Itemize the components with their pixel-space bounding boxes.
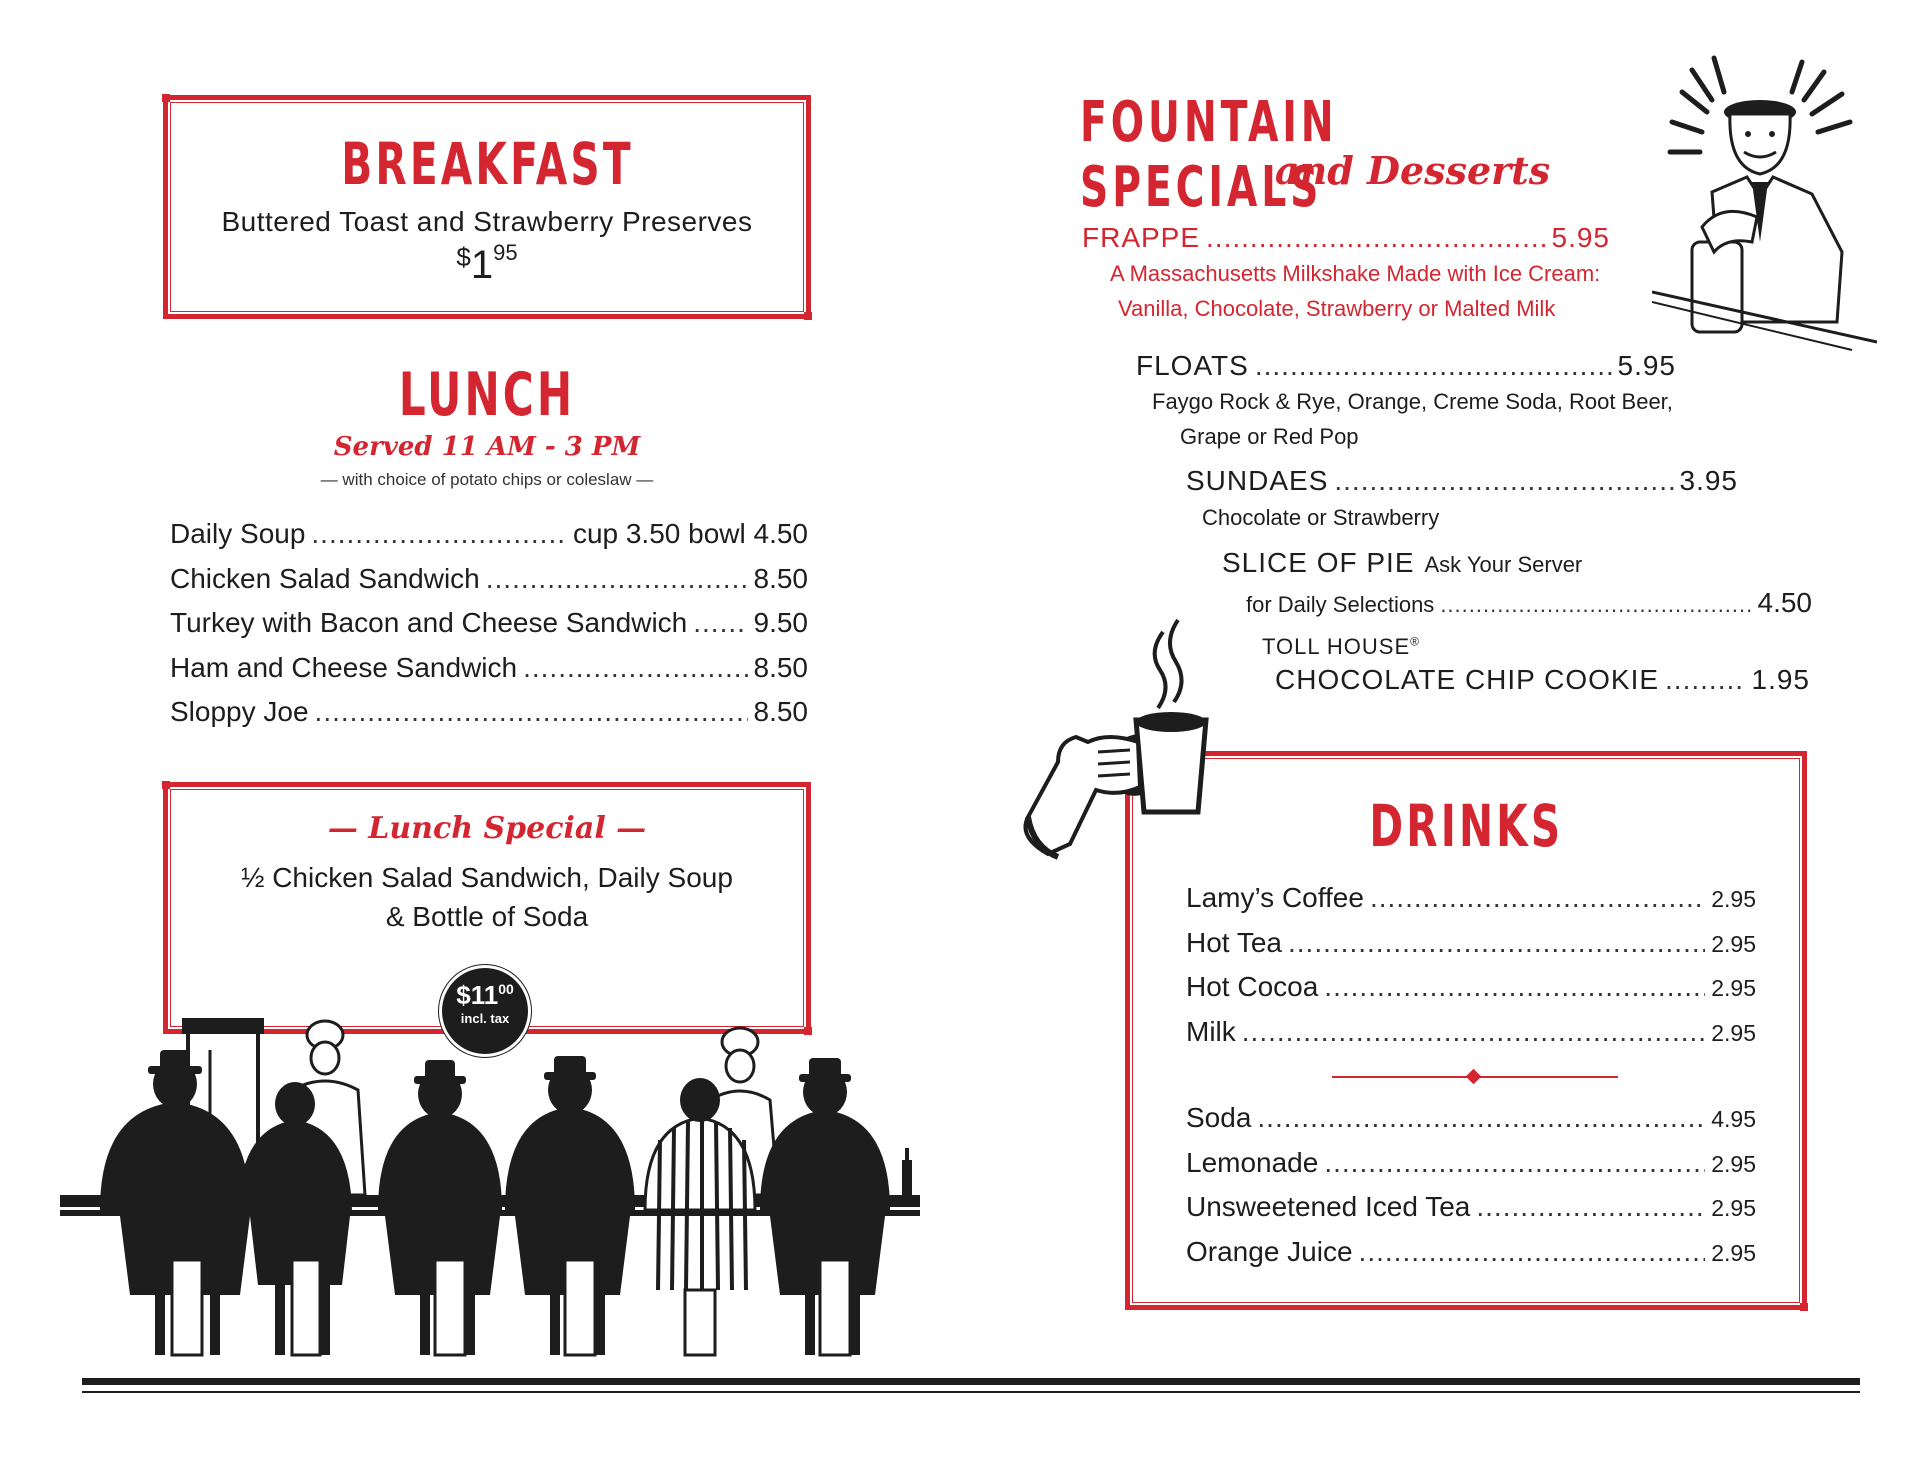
item-price: 1.95 (1751, 664, 1810, 695)
menu-item: Orange Juice ..... 2.95 (1186, 1236, 1756, 1281)
item-name: SUNDAES (1186, 465, 1329, 496)
pie-item (1222, 547, 1812, 619)
item-price: 5.95 (1551, 222, 1610, 253)
lunch-side-choice: — with choice of potato chips or coleslaw — (320, 470, 654, 489)
menu-item: Soda ..... 4.95 (1186, 1102, 1756, 1147)
drinks-section (1125, 751, 1807, 1310)
lunch-title: LUNCH (398, 360, 576, 430)
drinks-list (1186, 882, 1756, 1280)
lunch-special-title: — Lunch Special — (327, 811, 647, 846)
floats-item (1136, 350, 1686, 454)
breakfast-section (163, 95, 811, 319)
item-description: Chocolate or Strawberry (1202, 505, 1440, 530)
lunch-counter-illustration-icon (60, 1010, 920, 1360)
lunch-special-desc: ½ Chicken Salad Sandwich, Daily Soup & Bottle of Soda (241, 862, 733, 932)
item-description: A Massachusetts Milkshake Made with Ice Cream: Vanilla, Chocolate, Strawberry or Malted Milk (1110, 261, 1601, 321)
breakfast-title: BREAKFAST (340, 130, 634, 198)
item-price: 4.50 (1757, 587, 1812, 618)
item-price: 5.95 (1617, 350, 1676, 381)
coffee-mug-illustration-icon (1018, 612, 1223, 872)
frappe-item (1082, 222, 1612, 326)
item-description: for Daily Selections (1246, 592, 1435, 617)
item-brand: TOLL HOUSE® (1262, 634, 1420, 659)
cookie-item (1262, 634, 1810, 696)
drinks-divider (1186, 1060, 1756, 1094)
menu-item: Sloppy Joe ..... 8.50 (170, 696, 808, 741)
item-name: FLOATS (1136, 350, 1249, 381)
item-name: SLICE OF PIE (1222, 547, 1415, 578)
menu-item: Milk ..... 2.95 (1186, 1016, 1756, 1061)
lunch-hours: Served 11 AM - 3 PM (333, 432, 641, 462)
fountain-title: FOUNTAIN SPECIALS (1080, 90, 1338, 220)
menu-item: Unsweetened Iced Tea ..... 2.95 (1186, 1191, 1756, 1236)
menu-item: Hot Tea ..... 2.95 (1186, 927, 1756, 972)
item-name: FRAPPE (1082, 222, 1201, 253)
menu-item: Lamy’s Coffee ..... 2.95 (1186, 882, 1756, 927)
menu-item: Chicken Salad Sandwich ..... 8.50 (170, 563, 808, 608)
diamond-icon (1466, 1069, 1482, 1085)
menu-item: Ham and Cheese Sandwich ..... 8.50 (170, 652, 808, 697)
soda-jerk-illustration-icon (1652, 52, 1877, 352)
fountain-header (1080, 90, 1551, 220)
item-price: 3.95 (1679, 465, 1738, 496)
sundaes-item (1186, 465, 1741, 531)
footer-rule-thin (82, 1391, 1860, 1393)
lunch-header (163, 360, 811, 490)
breakfast-price: $^{\$}1^{95}$ (456, 240, 518, 287)
menu-item: Daily Soup ..... cup 3.50 bowl 4.50 (170, 518, 808, 563)
menu-item: Turkey with Bacon and Cheese Sandwich ..... 9.50 (170, 607, 808, 652)
lunch-menu-list (170, 518, 808, 741)
price-badge: $\$11^{00}$ incl. tax (442, 968, 528, 1054)
drinks-title: DRINKS (1369, 792, 1563, 860)
item-note: Ask Your Server (1424, 552, 1583, 577)
menu-item: Lemonade ..... 2.95 (1186, 1147, 1756, 1192)
menu-item: Hot Cocoa ..... 2.95 (1186, 971, 1756, 1016)
footer-rule-thick (82, 1378, 1860, 1385)
breakfast-item: Buttered Toast and Strawberry Preserves (221, 206, 753, 237)
fountain-subtitle: and Desserts (1275, 148, 1551, 193)
item-description: Faygo Rock & Rye, Orange, Creme Soda, Root Beer, Grape or Red Pop (1152, 389, 1673, 449)
item-name: CHOCOLATE CHIP COOKIE (1275, 664, 1660, 695)
